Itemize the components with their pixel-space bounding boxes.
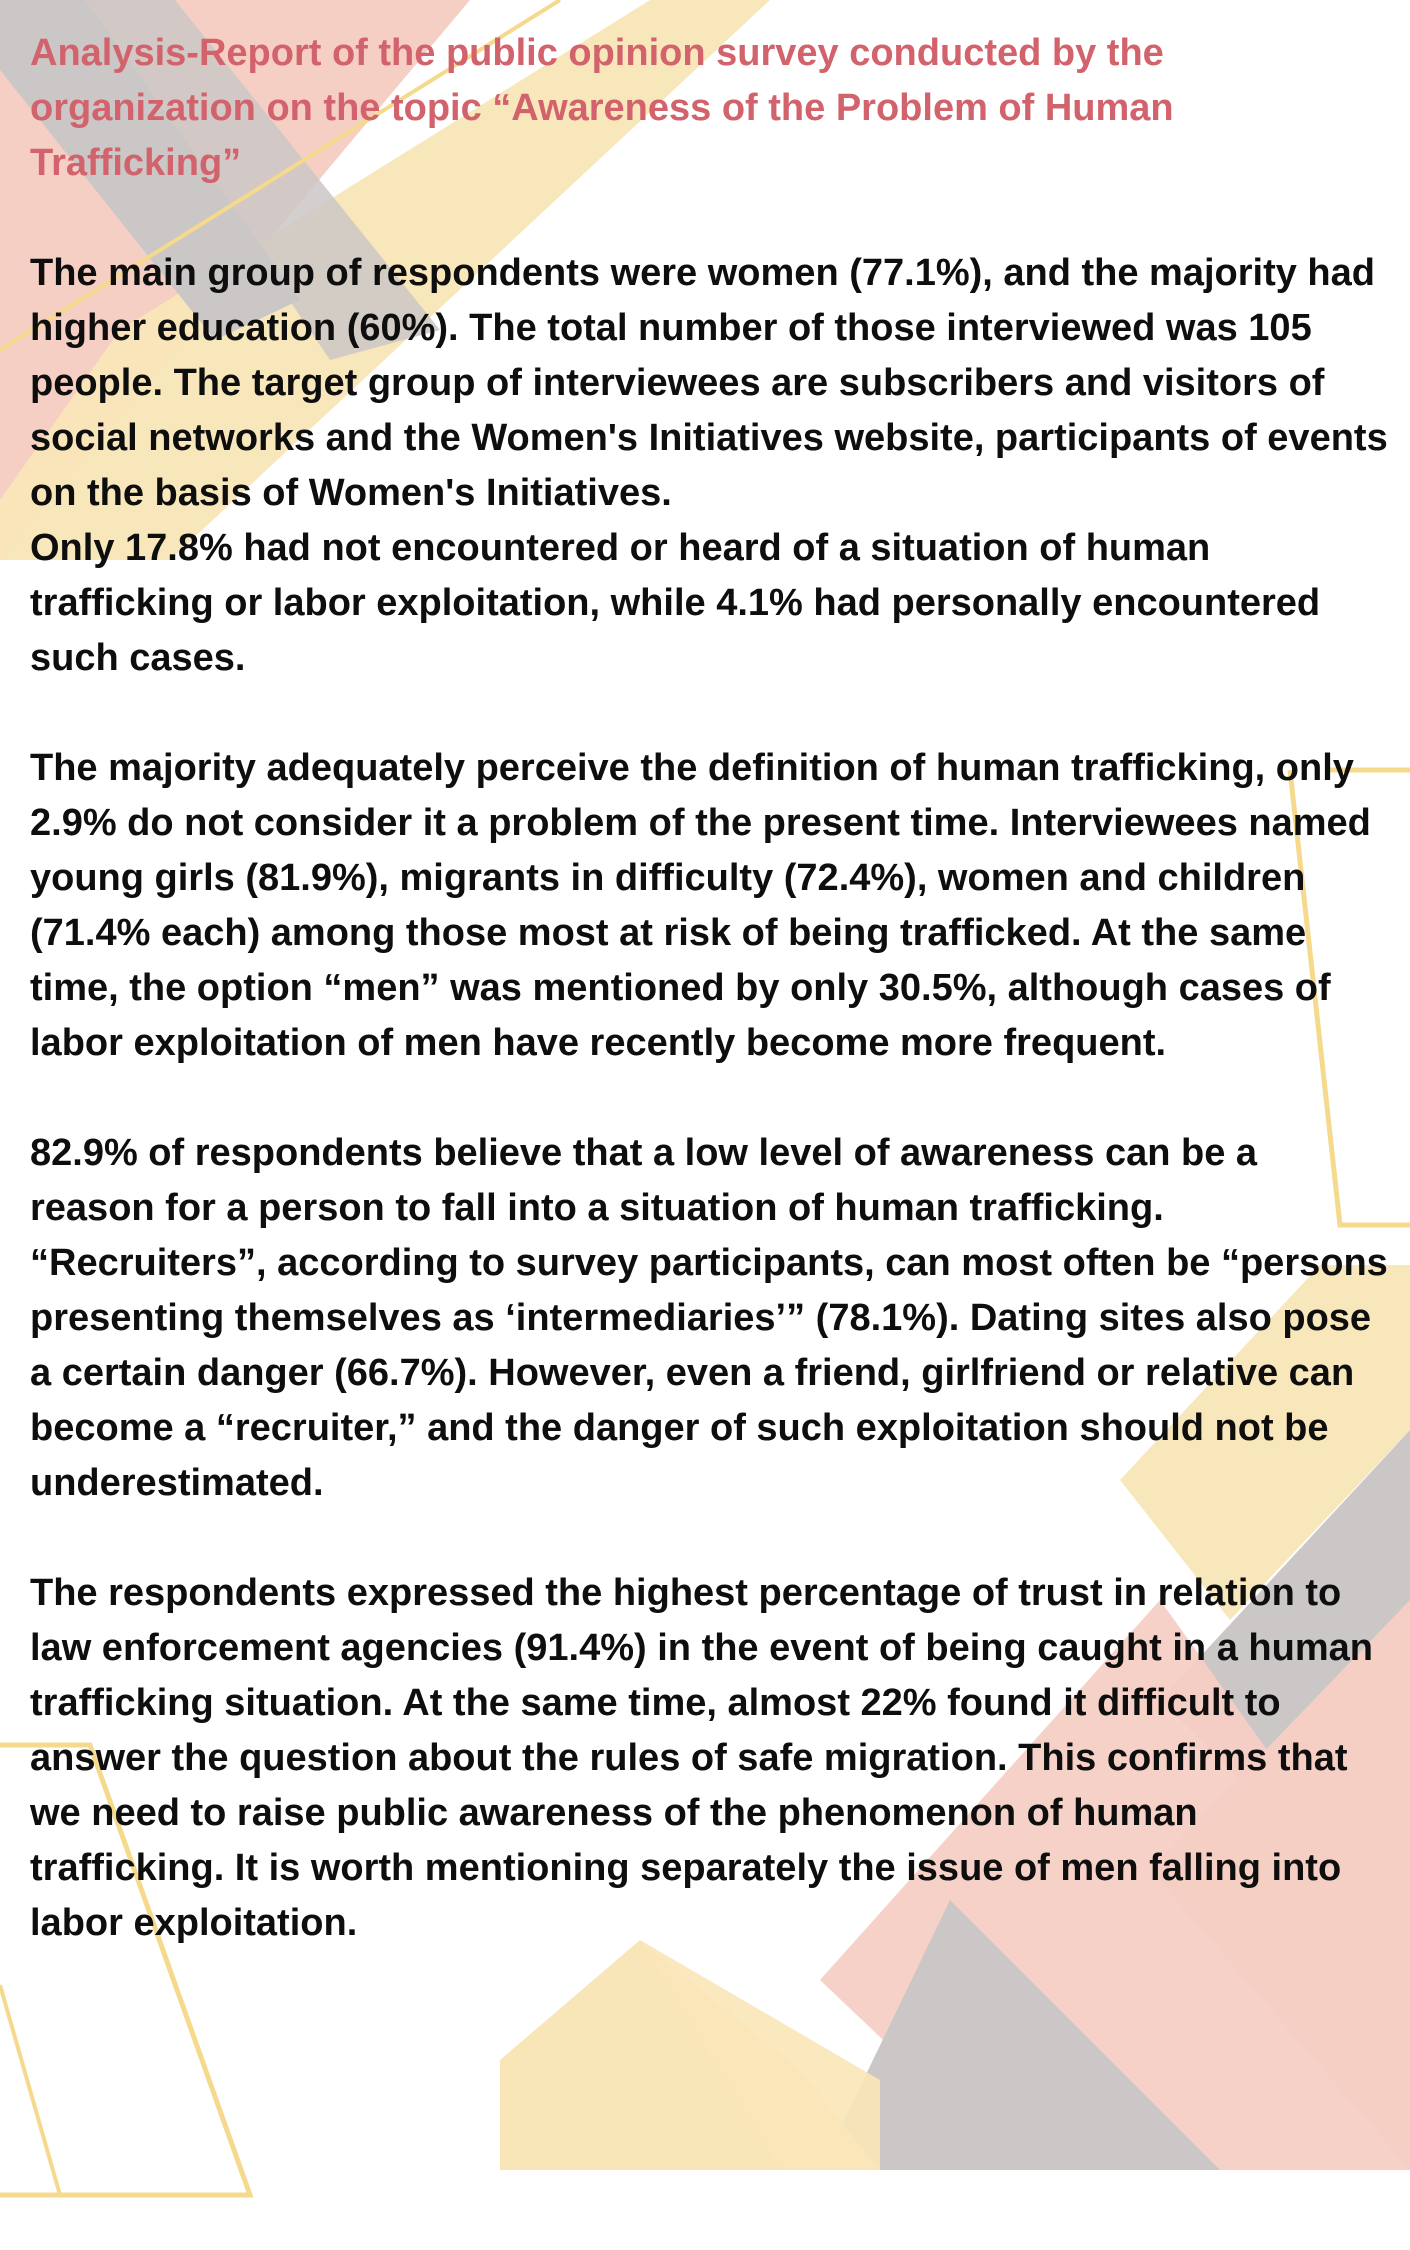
report-title: Analysis-Report of the public opinion survey conducted by the organization on the topic “Awareness of the Problem of Human Trafficking” xyxy=(30,32,1174,184)
paragraph-text: The respondents expressed the highest percentage of trust in relation to law enforcement agencies (91.4%) in the event of being caught in a human trafficking situation. At the same time, almost 22% found it difficult to answer the question about the rules of safe migration. This confirms that we need to raise public awareness of the phenomenon of human trafficking. It is worth mentioning separately the issue of men falling into labor exploitation. xyxy=(30,1572,1373,1944)
paragraph-text: The majority adequately perceive the definition of human trafficking, only 2.9% do not consider it a problem of the present time. Interviewees named young girls (81.9%), migrants in difficulty (72.4%), women and children (71.4% each) among those most at risk of being trafficked. At the same time, the option “men” was mentioned by only 30.5%, although cases of labor exploitation of men have recently become more frequent. xyxy=(30,747,1371,1064)
paragraph-recruiters xyxy=(30,1126,1390,1511)
paragraph-text: The main group of respondents were women (77.1%), and the majority had higher education (60%). The total number of those interviewed was 105 people. The target group of interviewees are subscribers and visitors of social networks and the Women's Initiatives website, participants of events on the basis of Women's Initiatives. xyxy=(30,252,1388,514)
paragraph-definition xyxy=(30,741,1390,1071)
paragraph-text: 82.9% of respondents believe that a low level of awareness can be a reason for a person to fall into a situation of human trafficking. “Recruiters”, according to survey participants, can most often be “persons presenting themselves as ‘intermediaries’” (78.1%). Dating sites also pose a certain danger (66.7%). However, even a friend, girlfriend or relative can become a “recruiter,” and the danger of such exploitation should not be underestimated. xyxy=(30,1132,1388,1504)
gold-line-left-2 xyxy=(0,1985,60,2195)
paragraph-respondents xyxy=(30,246,1390,686)
paragraph-text: Only 17.8% had not encountered or heard of a situation of human trafficking or labor exploitation, while 4.1% had personally encountered such cases. xyxy=(30,527,1321,679)
report-content xyxy=(30,26,1390,1951)
paragraph-trust xyxy=(30,1566,1390,1951)
